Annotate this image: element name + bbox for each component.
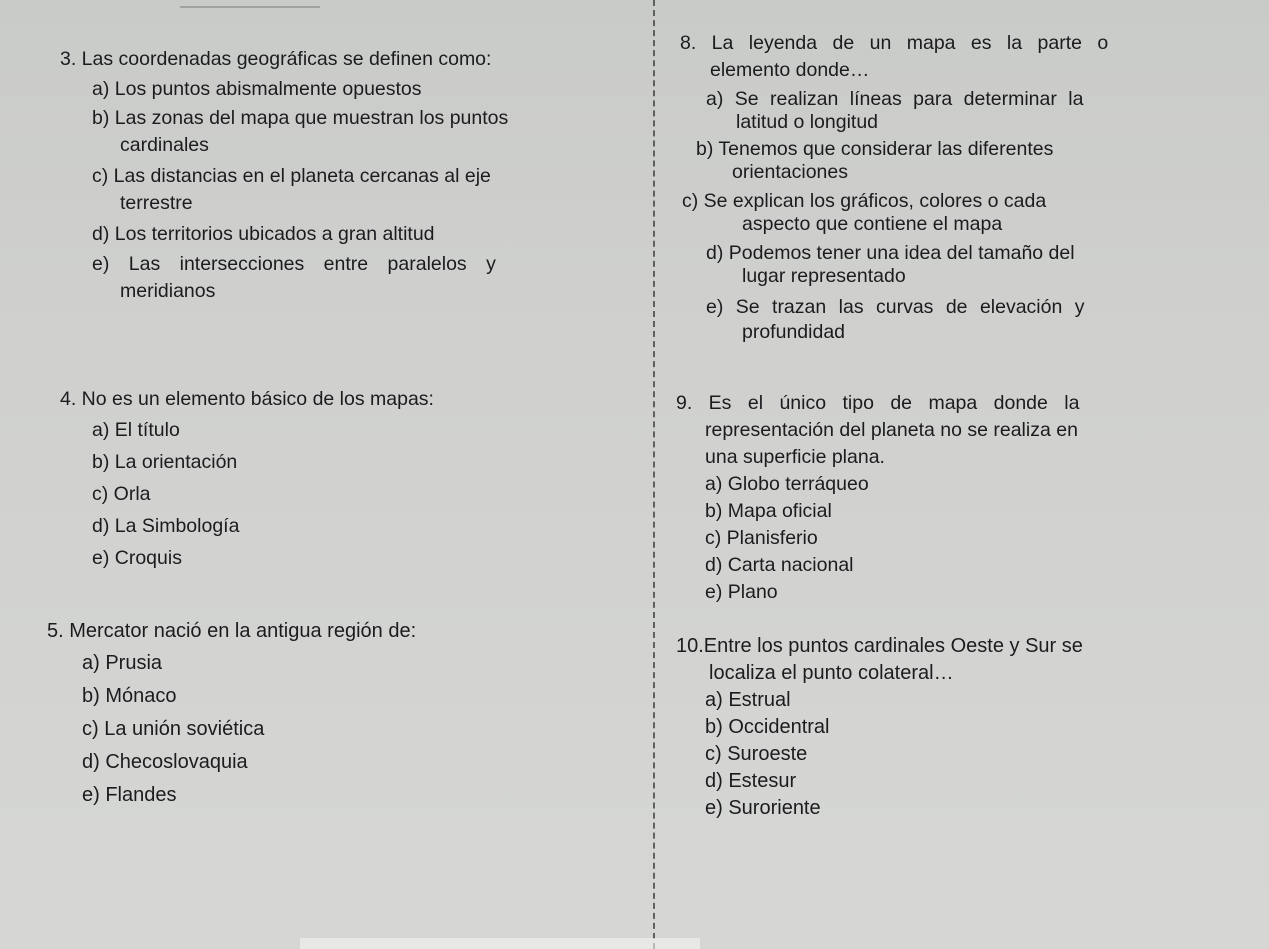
question-8-option-e: e) Se trazan las curvas de elevación y xyxy=(706,296,1085,318)
question-8-option-b-cont: orientaciones xyxy=(732,161,848,183)
question-8-option-a-cont: latitud o longitud xyxy=(736,111,879,133)
question-10-option-d: d) Estesur xyxy=(705,770,797,792)
question-5-option-d: d) Checoslovaquia xyxy=(82,751,248,773)
question-10-option-a: a) Estrual xyxy=(705,689,791,711)
question-8-option-b: b) Tenemos que considerar las diferentes xyxy=(696,138,1054,160)
question-9-option-e: e) Plano xyxy=(705,581,778,603)
question-4-stem: 4. No es un elemento básico de los mapas: xyxy=(60,388,434,410)
question-8-stem-cont: elemento donde… xyxy=(710,59,870,81)
question-5 xyxy=(47,618,416,809)
question-9-option-c: c) Planisferio xyxy=(705,527,818,549)
question-3-option-c-cont: terrestre xyxy=(120,192,193,214)
question-8-option-d: d) Podemos tener una idea del tamaño del xyxy=(706,242,1075,264)
question-3-option-a: a) Los puntos abismalmente opuestos xyxy=(92,78,422,100)
page-edge-strip xyxy=(300,938,700,949)
question-9-stem: 9. Es el único tipo de mapa donde la xyxy=(676,392,1080,414)
question-4 xyxy=(60,386,434,572)
question-10-option-b: b) Occidentral xyxy=(705,716,830,738)
question-3-option-c: c) Las distancias en el planeta cercanas al eje xyxy=(92,165,491,187)
question-9-stem-cont: representación del planeta no se realiza en xyxy=(705,419,1078,441)
question-3-option-b: b) Las zonas del mapa que muestran los puntos xyxy=(92,107,509,129)
column-divider xyxy=(653,0,655,949)
question-5-stem: 5. Mercator nació en la antigua región de: xyxy=(47,620,417,642)
question-3-option-e: e) Las intersecciones entre paralelos y xyxy=(92,253,496,275)
question-4-option-e: e) Croquis xyxy=(92,547,182,569)
question-8 xyxy=(680,30,1108,346)
question-4-option-a: a) El título xyxy=(92,419,180,441)
question-9-option-d: d) Carta nacional xyxy=(705,554,854,576)
question-8-option-e-cont: profundidad xyxy=(742,321,846,343)
page-smudge xyxy=(180,0,320,8)
question-8-stem: 8. La leyenda de un mapa es la parte o xyxy=(680,32,1109,54)
question-8-option-a: a) Se realizan líneas para determinar la xyxy=(706,88,1084,110)
question-5-option-c: c) La unión soviética xyxy=(82,718,265,740)
question-8-option-c-cont: aspecto que contiene el mapa xyxy=(742,213,1003,235)
question-3-option-b-cont: cardinales xyxy=(120,134,209,156)
question-4-option-d: d) La Simbología xyxy=(92,515,240,537)
question-10-option-c: c) Suroeste xyxy=(705,743,808,765)
question-3-option-d: d) Los territorios ubicados a gran altitud xyxy=(92,223,435,245)
question-9-option-b: b) Mapa oficial xyxy=(705,500,832,522)
question-5-option-e: e) Flandes xyxy=(82,784,177,806)
question-9-option-a: a) Globo terráqueo xyxy=(705,473,869,495)
question-10-stem-cont: localiza el punto colateral… xyxy=(709,662,954,684)
question-10 xyxy=(676,633,1083,822)
question-4-option-b: b) La orientación xyxy=(92,451,238,473)
question-8-option-d-cont: lugar representado xyxy=(742,265,906,287)
question-8-option-c: c) Se explican los gráficos, colores o cada xyxy=(682,190,1047,212)
question-3-stem: 3. Las coordenadas geográficas se definen como: xyxy=(60,48,492,70)
question-5-option-b: b) Mónaco xyxy=(82,685,177,707)
question-9-stem-cont-2: una superficie plana. xyxy=(705,446,885,468)
question-5-option-a: a) Prusia xyxy=(82,652,163,674)
question-10-stem: 10.Entre los puntos cardinales Oeste y Sur se xyxy=(676,635,1083,657)
question-4-option-c: c) Orla xyxy=(92,483,151,505)
question-3 xyxy=(60,46,508,305)
question-9 xyxy=(676,390,1079,606)
question-10-option-e: e) Suroriente xyxy=(705,797,821,819)
question-3-option-e-cont: meridianos xyxy=(120,280,216,302)
